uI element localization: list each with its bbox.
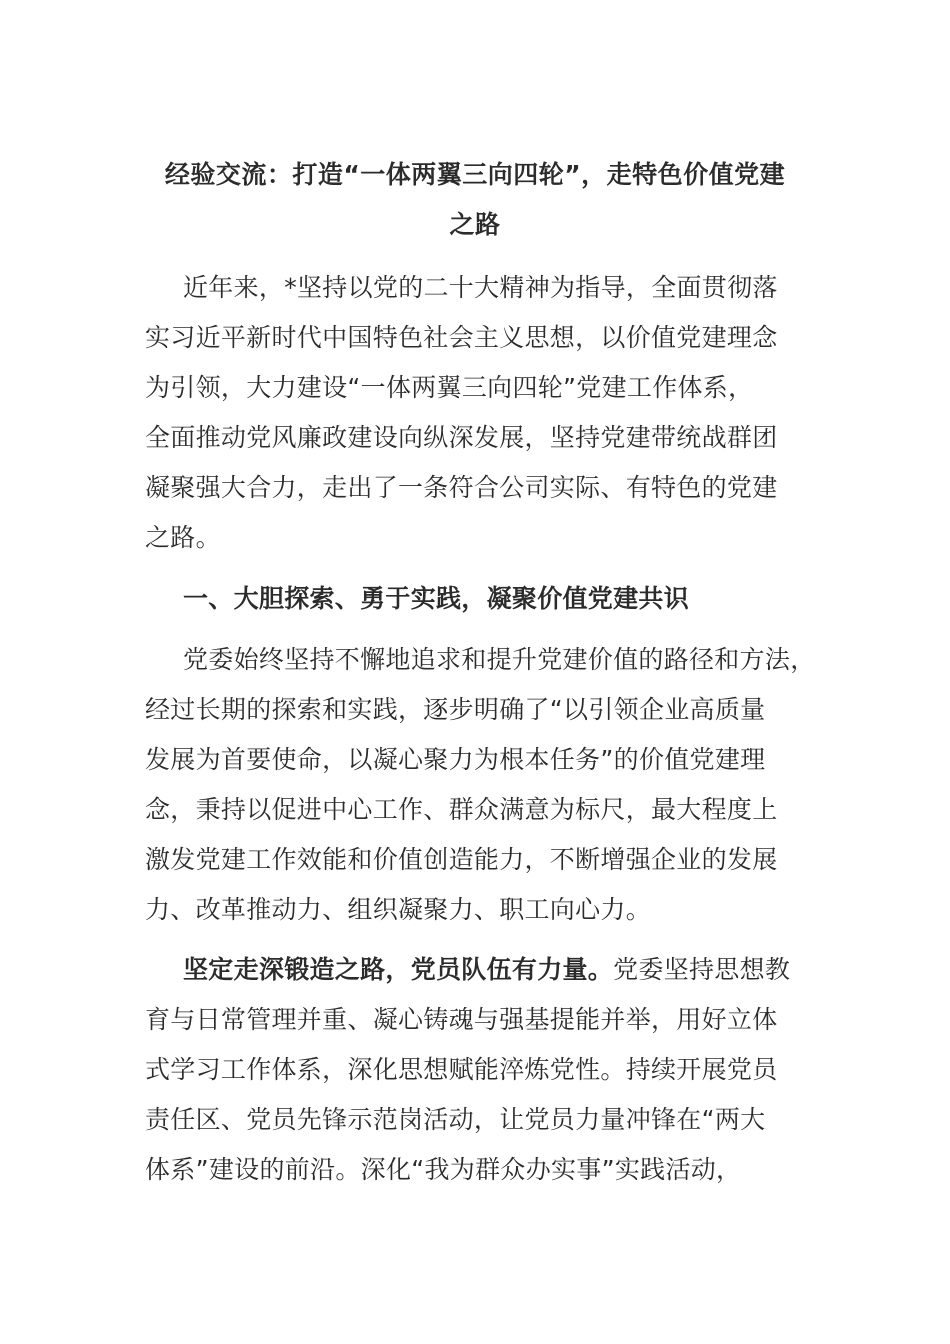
intro-paragraph — [145, 263, 817, 563]
paragraph-line: 经过长期的探索和实践，逐步明确了“以引领企业高质量 — [145, 695, 766, 724]
section-heading — [145, 574, 817, 624]
document-title — [145, 150, 805, 250]
title-line: 之路 — [449, 210, 501, 239]
paragraph-line — [145, 945, 817, 995]
paragraph-line: 全面推动党风廉政建设向纵深发展，坚持党建带统战群团 — [145, 423, 778, 452]
paragraph-line: 党委始终坚持不懈地追求和提升党建价值的路径和方法， — [183, 645, 816, 674]
paragraph-line: 之路。 — [145, 523, 221, 552]
paragraph-line: 为引领，大力建设“一体两翼三向四轮”党建工作体系， — [145, 373, 754, 402]
title-line: 经验交流：打造“一体两翼三向四轮”，走特色价值党建 — [164, 160, 786, 189]
paragraph-line: 发展为首要使命，以凝心聚力为根本任务”的价值党建理 — [145, 745, 766, 774]
subsection-lead: 坚定走深锻造之路，党员队伍有力量。 — [183, 955, 614, 984]
section-paragraph — [145, 635, 817, 935]
paragraph-line: 近年来，*坚持以党的二十大精神为指导，全面贯彻落 — [183, 273, 778, 302]
paragraph-line: 实习近平新时代中国特色社会主义思想，以价值党建理念 — [145, 323, 778, 352]
paragraph-line: 凝聚强大合力，走出了一条符合公司实际、有特色的党建 — [145, 473, 778, 502]
paragraph-line: 体系”建设的前沿。深化“我为群众办实事”实践活动， — [145, 1155, 742, 1184]
paragraph-line: 激发党建工作效能和价值创造能力，不断增强企业的发展 — [145, 845, 778, 874]
section-heading-text: 一、大胆探索、勇于实践，凝聚价值党建共识 — [183, 584, 690, 613]
paragraph-text: 党委坚持思想教 — [613, 955, 791, 984]
paragraph-line: 育与日常管理并重、凝心铸魂与强基提能并举，用好立体 — [145, 1005, 778, 1034]
paragraph-line: 念，秉持以促进中心工作、群众满意为标尺，最大程度上 — [145, 795, 778, 824]
paragraph-line: 式学习工作体系，深化思想赋能淬炼党性。持续开展党员 — [145, 1055, 778, 1084]
subsection-paragraph — [145, 945, 817, 1195]
paragraph-line: 力、改革推动力、组织凝聚力、职工向心力。 — [145, 895, 652, 924]
paragraph-line: 责任区、党员先锋示范岗活动，让党员力量冲锋在“两大 — [145, 1105, 766, 1134]
